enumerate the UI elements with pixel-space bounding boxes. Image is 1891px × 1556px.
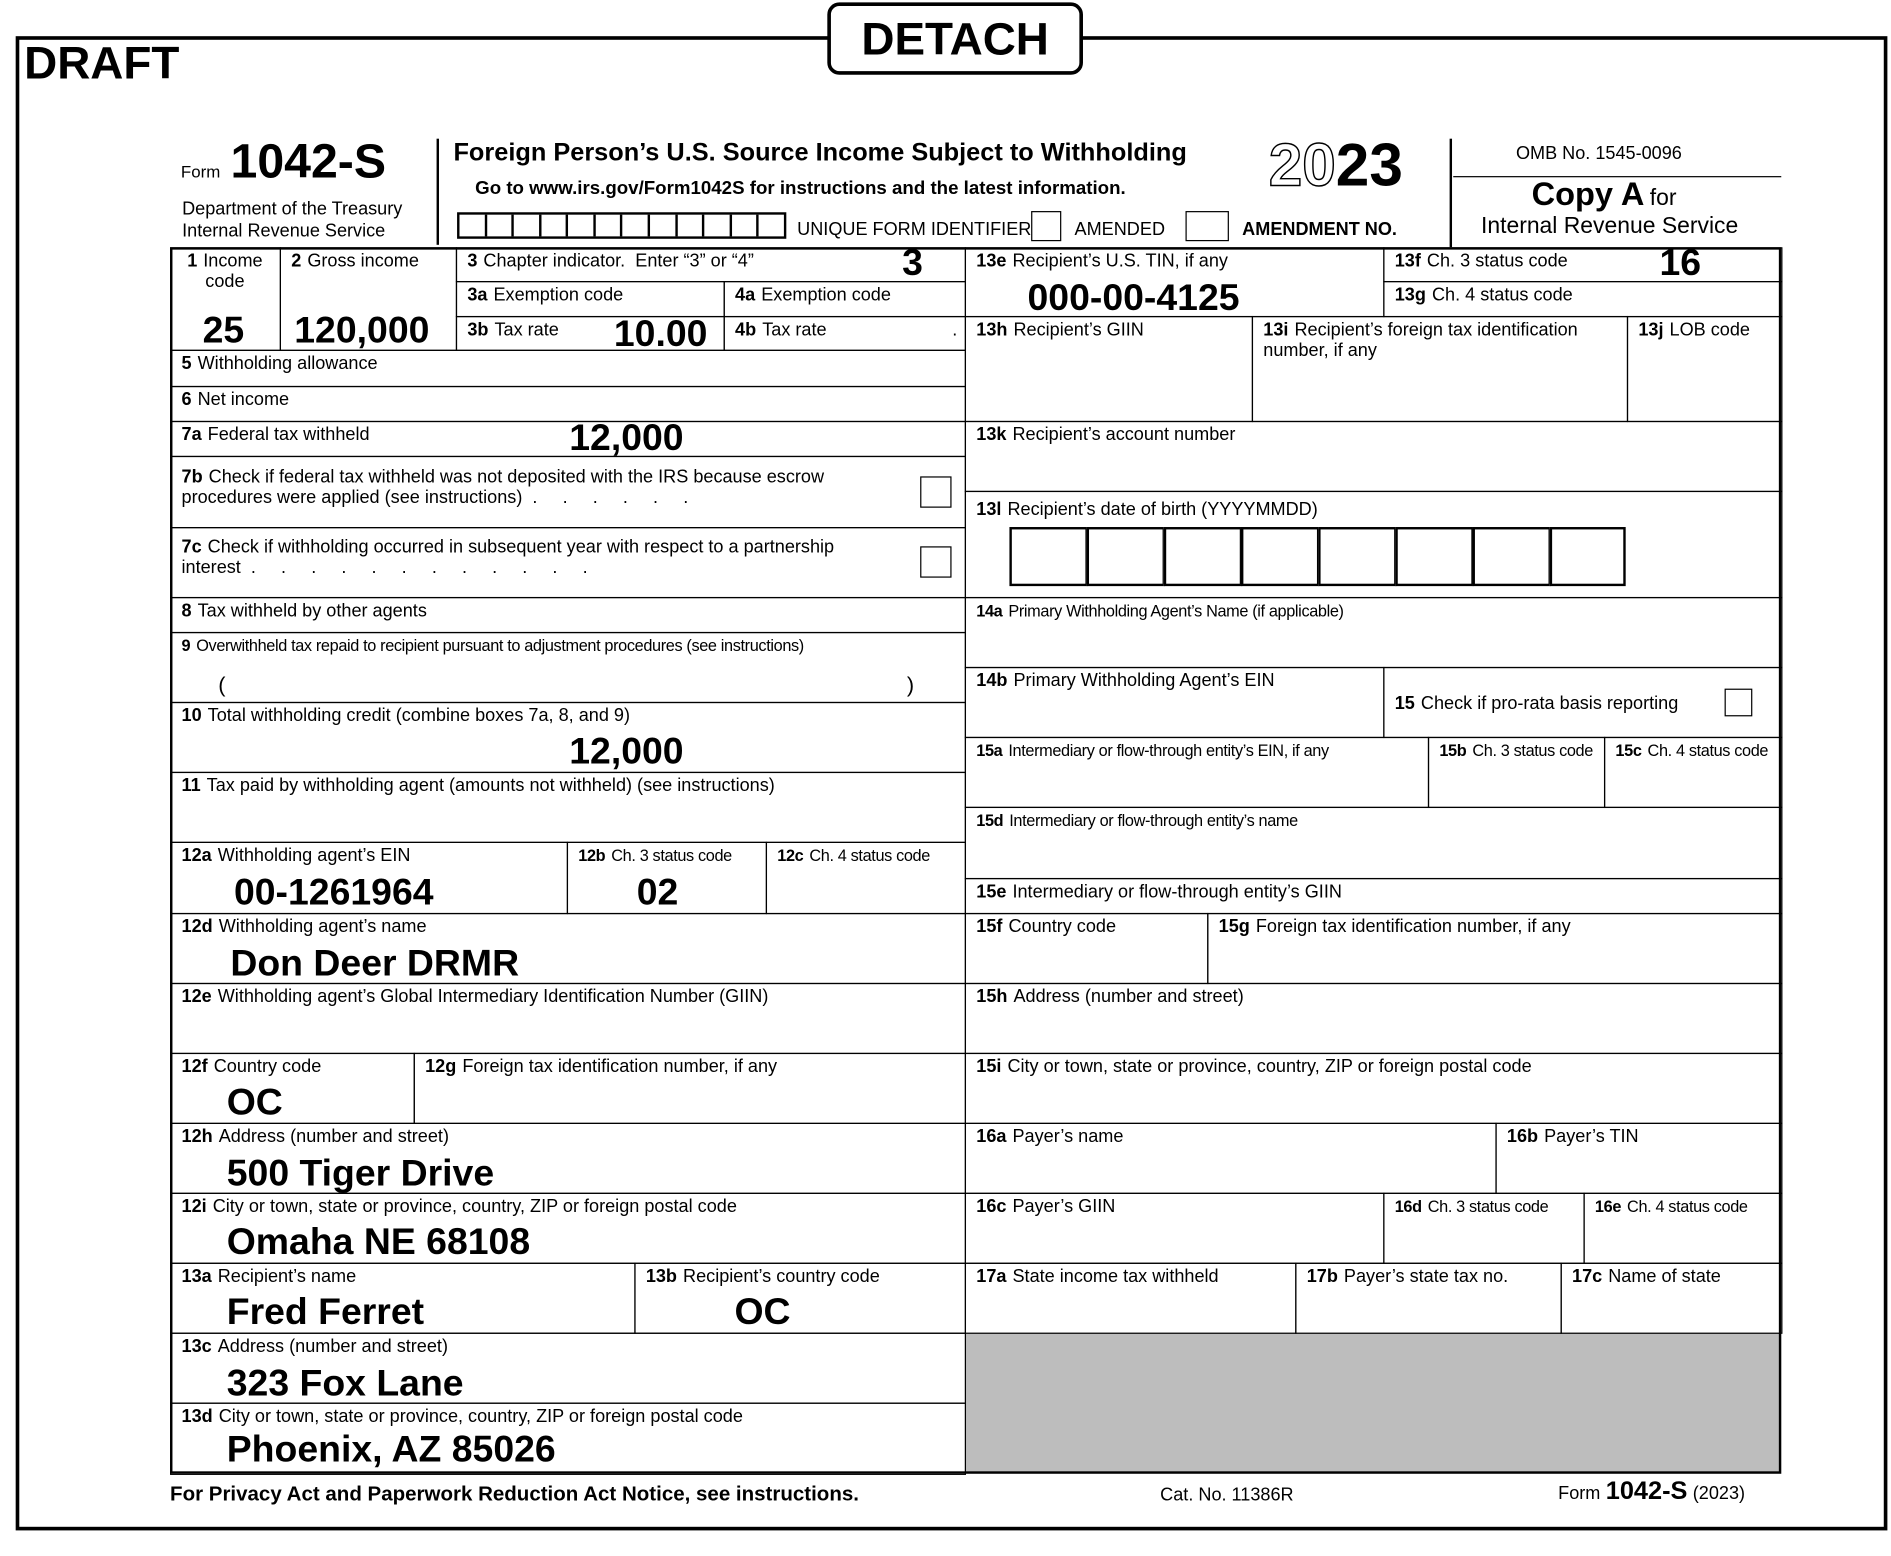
- dept-line-2: Internal Revenue Service: [182, 220, 386, 242]
- box-number: 12f: [181, 1055, 208, 1077]
- box-label-text: Gross income: [307, 250, 419, 271]
- box-number: 3a: [467, 284, 488, 305]
- unique-form-identifier-digit[interactable]: [705, 215, 732, 237]
- box-label-text: Withholding agent’s name: [218, 915, 427, 937]
- amended-label: AMENDED: [1074, 219, 1166, 240]
- box-number: 17c: [1572, 1265, 1603, 1287]
- unique-form-identifier-field[interactable]: [457, 212, 786, 239]
- box-label-text: Name of state: [1608, 1265, 1721, 1287]
- unique-form-identifier-digit[interactable]: [541, 215, 568, 237]
- footer-form-number: 1042-S: [1605, 1477, 1688, 1506]
- box-1-value[interactable]: 25: [202, 308, 245, 351]
- box-number: 13h: [976, 318, 1008, 340]
- box-label-text: Recipient’s date of birth (YYYYMMDD): [1007, 498, 1318, 520]
- unique-form-identifier-digit[interactable]: [487, 215, 514, 237]
- box-number: 15g: [1218, 915, 1250, 937]
- box-number: 12h: [181, 1125, 213, 1147]
- box-label-text: Ch. 4 status code: [809, 846, 930, 865]
- unique-form-identifier-digit[interactable]: [568, 215, 595, 237]
- box-number: 13f: [1394, 250, 1421, 271]
- box-number: 16d: [1394, 1196, 1422, 1216]
- box-3b-value[interactable]: 10.00: [613, 312, 708, 355]
- box-12h-value[interactable]: 500 Tiger Drive: [226, 1151, 495, 1194]
- unique-form-identifier-digit[interactable]: [677, 215, 704, 237]
- box-number: 15e: [976, 880, 1007, 902]
- box-13d-value[interactable]: Phoenix, AZ 85026: [226, 1427, 556, 1471]
- tax-year-outline: 20: [1268, 131, 1336, 199]
- copy-for: for: [1649, 185, 1677, 212]
- box-number: 4a: [735, 284, 756, 305]
- box-number: 17b: [1306, 1265, 1338, 1287]
- box-label-text: Check if federal tax withheld was not deposited with the IRS because escrow procedures were applied (see instructions) . . . . . .: [181, 466, 830, 508]
- box-number: 5: [181, 352, 192, 374]
- box-label-text: Intermediary or flow-through entity’s EIN, if any: [1008, 741, 1329, 760]
- box-label-text: Address (number and street): [217, 1335, 448, 1357]
- box-number: 15f: [976, 915, 1003, 937]
- box-label-text: Net income: [197, 388, 290, 410]
- box-label-text: Payer’s GIIN: [1012, 1195, 1116, 1217]
- box-number: 16e: [1594, 1196, 1622, 1216]
- box-number: 15c: [1615, 741, 1642, 760]
- form-grid-border: [170, 247, 1781, 1474]
- box-13f-value[interactable]: 16: [1659, 241, 1702, 284]
- instructions-link[interactable]: Go to www.irs.gov/Form1042S for instructions and the latest information.: [475, 178, 1126, 199]
- box-label-text: Withholding agent’s Global Intermediary Identification Number (GIIN): [217, 985, 769, 1007]
- box-number: 16c: [976, 1195, 1007, 1217]
- dept-line-1: Department of the Treasury: [182, 198, 403, 220]
- tax-year: [1269, 130, 1403, 200]
- header-divider-right: [1450, 139, 1452, 248]
- amended-checkbox[interactable]: [1031, 211, 1061, 241]
- copy-label: [1532, 176, 1677, 213]
- box-number: 12a: [181, 844, 212, 866]
- box-label-text: Payer’s state tax no.: [1343, 1265, 1509, 1287]
- box-number: 13c: [181, 1335, 212, 1357]
- box-label-text: Recipient’s foreign tax identification number, if any: [1263, 318, 1583, 360]
- box-number: 1: [187, 250, 198, 271]
- box-number: 12d: [181, 915, 213, 937]
- box-13a-value[interactable]: Fred Ferret: [226, 1290, 425, 1333]
- box-label-text: Check if withholding occurred in subsequent year with respect to a partnership interest . . . . . . . . . . . .: [181, 536, 840, 578]
- copy-a: Copy A: [1531, 176, 1645, 213]
- box-label-text: Intermediary or flow-through entity’s name: [1009, 811, 1298, 830]
- box-number: 15h: [976, 985, 1008, 1007]
- department: [182, 199, 402, 242]
- detach-label: DETACH: [827, 2, 1083, 74]
- box-label-text: State income tax withheld: [1012, 1265, 1219, 1287]
- box-label-text: Ch. 3 status code: [1472, 741, 1593, 760]
- box-number: 13a: [181, 1265, 212, 1287]
- box-number: 12e: [181, 985, 212, 1007]
- box-label-text: Total withholding credit (combine boxes 7a, 8, and 9): [207, 704, 631, 726]
- box-number: 15d: [976, 811, 1004, 830]
- box-label-text: Tax paid by withholding agent (amounts not withheld) (see instructions): [206, 774, 775, 796]
- box-label-text: Withholding agent’s EIN: [217, 844, 411, 866]
- box-label-text: Address (number and street): [1013, 985, 1244, 1007]
- unique-form-identifier-digit[interactable]: [459, 215, 486, 237]
- box-number: 7a: [181, 423, 202, 445]
- privacy-notice: For Privacy Act and Paperwork Reduction Act Notice, see instructions.: [170, 1482, 859, 1506]
- box-label-text: Recipient’s name: [217, 1265, 357, 1287]
- draft-watermark: DRAFT: [24, 38, 180, 90]
- box-number: 6: [181, 388, 192, 410]
- box-label-text: Recipient’s country code: [683, 1265, 880, 1287]
- unique-form-identifier-digit[interactable]: [650, 215, 677, 237]
- box-label-text: Ch. 3 status code: [1427, 1196, 1549, 1216]
- box-label-text: Check if pro-rata basis reporting: [1420, 692, 1679, 714]
- omb-number: OMB No. 1545-0096: [1515, 143, 1682, 165]
- box-number: 13k: [976, 423, 1007, 445]
- box-13c-value[interactable]: 323 Fox Lane: [226, 1361, 464, 1404]
- box-9-close-paren: ): [906, 672, 915, 698]
- form-title: Foreign Person’s U.S. Source Income Subject to Withholding: [453, 138, 1187, 167]
- box-12i-value[interactable]: Omaha NE 68108: [226, 1220, 531, 1263]
- box-number: 13e: [976, 250, 1007, 271]
- box-number: 12i: [181, 1195, 207, 1217]
- box-number: 13i: [1263, 318, 1289, 340]
- unique-form-identifier-digit[interactable]: [623, 215, 650, 237]
- box-label-text: City or town, state or province, country, ZIP or foreign postal code: [1007, 1055, 1532, 1077]
- unique-form-identifier-digit[interactable]: [732, 215, 759, 237]
- box-number: 3: [467, 250, 478, 271]
- box-number: 8: [181, 599, 192, 621]
- box-13e-value[interactable]: 000-00-4125: [1027, 276, 1240, 319]
- box-number: 7c: [181, 536, 202, 557]
- box-label-text: City or town, state or province, country, ZIP or foreign postal code: [218, 1405, 743, 1427]
- box-label-text: Recipient’s U.S. TIN, if any: [1012, 250, 1228, 271]
- tax-year-bold: 23: [1335, 131, 1403, 199]
- amendment-number-label: AMENDMENT NO.: [1242, 219, 1397, 240]
- box-12b-value[interactable]: 02: [636, 870, 679, 913]
- box-label-text: Recipient’s GIIN: [1013, 318, 1144, 340]
- box-number: 13j: [1638, 318, 1664, 340]
- box-number: 7b: [181, 466, 203, 487]
- box-label-text: Foreign tax identification number, if any: [1255, 915, 1571, 937]
- box-number: 4b: [735, 318, 757, 340]
- catalog-number: Cat. No. 11386R: [1160, 1484, 1294, 1506]
- box-number: 17a: [976, 1265, 1007, 1287]
- box-number: 14a: [976, 601, 1003, 620]
- box-number: 12g: [425, 1055, 457, 1077]
- box-number: 16a: [976, 1125, 1007, 1147]
- box-3-value[interactable]: 3: [902, 241, 923, 284]
- box-label-text: Payer’s TIN: [1544, 1125, 1639, 1147]
- box-label-text: Chapter indicator. Enter “3” or “4”: [483, 250, 754, 271]
- box-label-text: Primary Withholding Agent’s Name (if applicable): [1008, 601, 1344, 620]
- box-label-text: Payer’s name: [1012, 1125, 1124, 1147]
- box-number: 15i: [976, 1055, 1002, 1077]
- box-number: 13g: [1394, 284, 1426, 305]
- box-label-text: Exemption code: [493, 284, 624, 305]
- box-7a-value[interactable]: 12,000: [569, 416, 684, 459]
- unique-form-identifier-digit[interactable]: [514, 215, 541, 237]
- box-label-text: Overwithheld tax repaid to recipient pursuant to adjustment procedures (see instructions): [196, 636, 804, 655]
- footer-form-word: Form: [1558, 1483, 1601, 1504]
- box-label-text: Foreign tax identification number, if any: [462, 1055, 778, 1077]
- box-2-value[interactable]: 120,000: [294, 308, 430, 351]
- box-10-value[interactable]: 12,000: [569, 729, 684, 772]
- box-label-text: Tax withheld by other agents: [197, 599, 427, 621]
- box-number: 13l: [976, 498, 1002, 520]
- box-label-text: Country code: [213, 1055, 322, 1077]
- box-number: 15b: [1439, 741, 1467, 760]
- box-label-text: Recipient’s account number: [1012, 423, 1236, 445]
- unique-form-identifier-digit[interactable]: [759, 215, 784, 237]
- box-number: 9: [181, 636, 191, 655]
- box-13b-value[interactable]: OC: [734, 1290, 791, 1333]
- box-label-text: Exemption code: [761, 284, 891, 305]
- box-label-text: LOB code: [1669, 318, 1751, 340]
- box-label-text: Ch. 4 status code: [1431, 284, 1573, 305]
- box-label-text: Address (number and street): [218, 1125, 449, 1147]
- box-12d-value[interactable]: Don Deer DRMR: [230, 941, 520, 985]
- box-9-open-paren: (: [218, 672, 226, 698]
- copy-recipient: Internal Revenue Service: [1480, 213, 1739, 239]
- box-label-text: City or town, state or province, country, ZIP or foreign postal code: [212, 1195, 737, 1217]
- box-label-text: Primary Withholding Agent’s EIN: [1013, 669, 1275, 691]
- box-label-text: Income code: [203, 250, 263, 292]
- box-number: 3b: [467, 318, 489, 340]
- box-label-text: Withholding allowance: [197, 352, 378, 374]
- box-label-text: Federal tax withheld: [207, 423, 370, 445]
- box-label-text: Intermediary or flow-through entity’s GIIN: [1012, 880, 1342, 902]
- box-label-text: Country code: [1008, 915, 1117, 937]
- box-number: 13b: [645, 1265, 677, 1287]
- box-number: 2: [291, 250, 302, 271]
- box-number: 14b: [976, 669, 1008, 691]
- box-label-text: Ch. 4 status code: [1647, 741, 1769, 760]
- form-id: [181, 135, 386, 189]
- footer-year: (2023): [1692, 1483, 1746, 1504]
- box-number: 16b: [1506, 1125, 1539, 1147]
- box-number: 15a: [976, 741, 1003, 760]
- box-number: 11: [181, 774, 201, 796]
- box-number: 12b: [578, 846, 606, 865]
- box-12a-value[interactable]: 00-1261964: [233, 870, 434, 913]
- box-label-text: Ch. 3 status code: [611, 846, 732, 865]
- form-number: 1042-S: [230, 135, 387, 189]
- form-word: Form: [180, 161, 221, 181]
- box-number: 12c: [777, 846, 804, 865]
- amendment-number-field[interactable]: [1185, 211, 1228, 241]
- unique-form-identifier-label: UNIQUE FORM IDENTIFIER: [797, 219, 1032, 240]
- box-label-text: Tax rate .: [762, 318, 958, 340]
- box-12f-value[interactable]: OC: [226, 1080, 283, 1123]
- box-number: 13d: [181, 1405, 213, 1427]
- box-number: 10: [181, 704, 202, 726]
- box-label-text: Ch. 3 status code: [1426, 250, 1568, 271]
- header-divider: [437, 139, 439, 245]
- unique-form-identifier-digit[interactable]: [596, 215, 623, 237]
- box-number: 15: [1394, 692, 1415, 714]
- box-label-text: Ch. 4 status code: [1627, 1196, 1748, 1216]
- footer-form-id: [1558, 1477, 1745, 1506]
- box-label-text: Tax rate: [494, 318, 559, 340]
